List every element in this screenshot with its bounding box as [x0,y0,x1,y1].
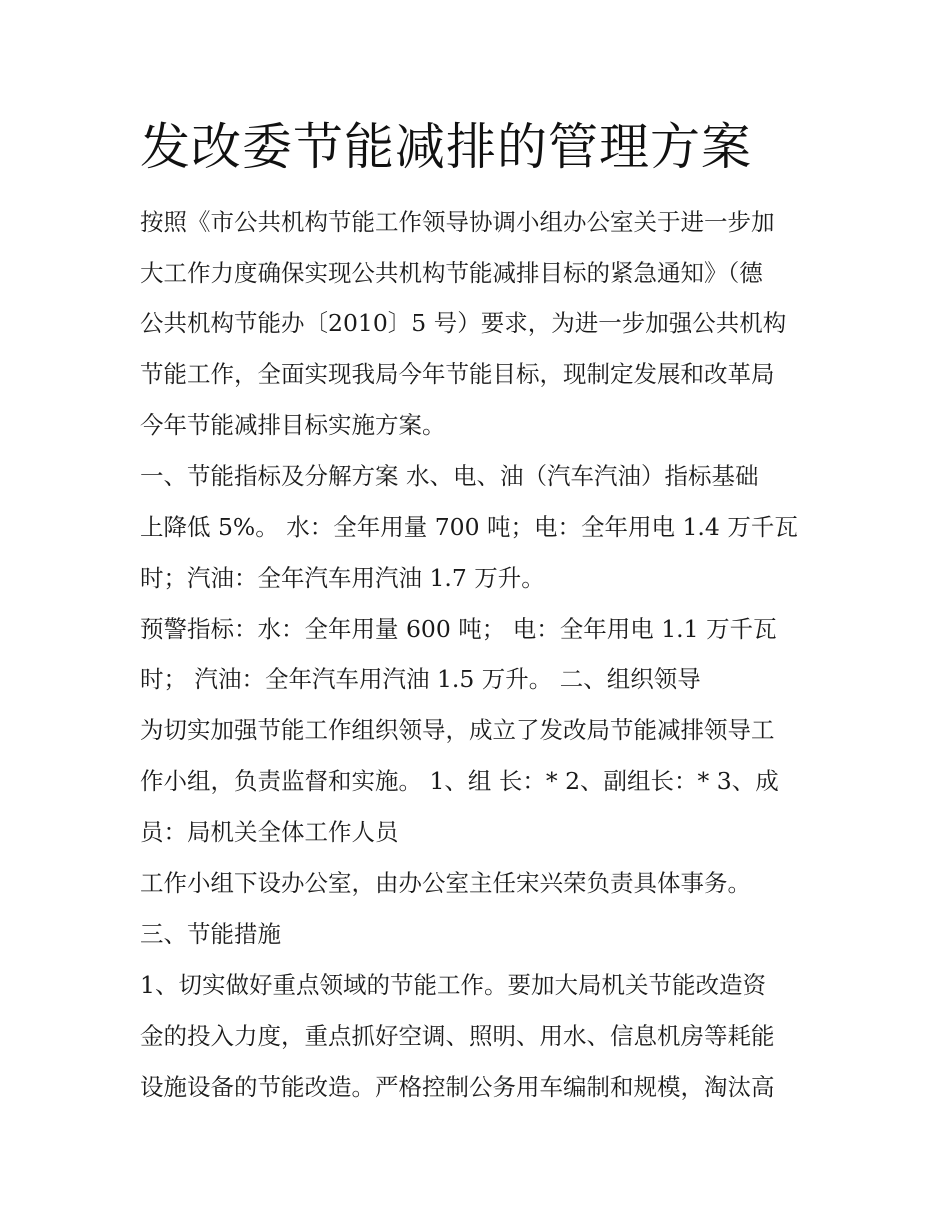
body-line: 1、切实做好重点领域的节能工作。要加大局机关节能改造资 [140,971,766,999]
body-line: 预警指标：水：全年用量 600 吨； 电：全年用电 1.1 万千瓦 [140,615,777,643]
body-line: 节能工作，全面实现我局今年节能目标，现制定发展和改革局 [140,360,775,388]
body-line: 一、节能指标及分解方案 水、电、油（汽车汽油）指标基础 [140,462,759,490]
body-line: 公共机构节能办〔2010〕5 号）要求，为进一步加强公共机构 [140,309,787,337]
document-title: 发改委节能减排的管理方案 [140,118,752,176]
section-heading: 三、节能措施 [140,920,281,948]
body-line: 上降低 5%。 水：全年用量 700 吨；电：全年用电 1.4 万千瓦 [140,513,798,541]
body-line: 时；汽油：全年汽车用汽油 1.7 万升。 [140,564,545,592]
body-line: 大工作力度确保实现公共机构节能减排目标的紧急通知》（德 [140,259,763,287]
body-line: 设施设备的节能改造。严格控制公务用车编制和规模，淘汰高 [140,1073,775,1101]
body-line: 时； 汽油：全年汽车用汽油 1.5 万升。 二、组织领导 [140,665,701,693]
body-line: 按照《市公共机构节能工作领导协调小组办公室关于进一步加 [140,208,775,236]
body-line: 工作小组下设办公室，由办公室主任宋兴荣负责具体事务。 [140,869,751,897]
body-line: 为切实加强节能工作组织领导，成立了发改局节能减排领导工 [140,716,775,744]
body-line: 作小组，负责监督和实施。 1、组 长：* 2、副组长：* 3、成 [140,767,779,795]
body-line: 员：局机关全体工作人员 [140,818,399,846]
body-line: 今年节能减排目标实施方案。 [140,411,446,439]
body-line: 金的投入力度，重点抓好空调、照明、用水、信息机房等耗能 [140,1022,775,1050]
